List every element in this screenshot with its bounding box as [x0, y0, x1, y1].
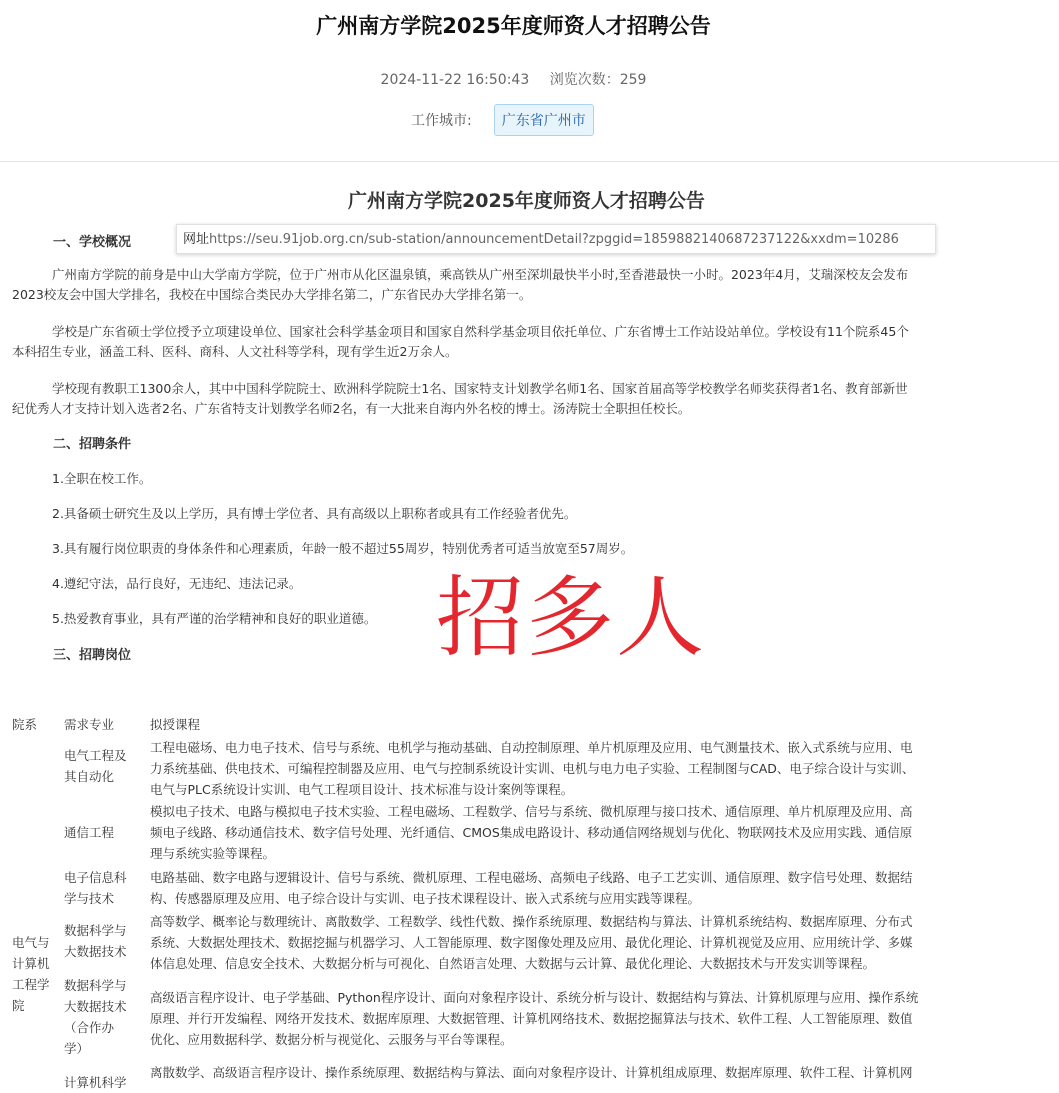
major-line: 学与技术 [64, 891, 115, 906]
table-row-major [64, 1072, 142, 1093]
condition-item: 1.全职在校工作。 [52, 471, 152, 486]
course-line: 体信息处理、信息安全技术、大数据分析与可视化、自然语言处理、大数据与云计算、最优化理论、大数据技术与开发实训等课程。 [150, 956, 876, 971]
work-city-tag[interactable]: 广东省广州市 [494, 104, 594, 136]
section-heading-conditions: 二、招聘条件 [53, 437, 132, 452]
condition-item: 5.热爱教育事业，具有严谨的治学精神和良好的职业道德。 [52, 611, 377, 626]
paragraph-history [12, 265, 1010, 305]
major-line: 大数据技术 [64, 999, 127, 1014]
header-divider [0, 161, 1059, 162]
major-line: 电子信息科 [64, 870, 127, 885]
table-row-major [64, 975, 142, 1059]
url-label: 网址 [183, 232, 210, 247]
table-row-major [64, 867, 142, 909]
major-line: 学） [64, 1041, 90, 1056]
table-row-courses [150, 911, 1007, 974]
condition-item: 3.具有履行岗位职责的身体条件和心理素质，年龄一般不超过55周岁，特别优秀者可适当放宽至57周岁。 [52, 541, 634, 556]
table-row-courses [150, 987, 1007, 1050]
meta-info [0, 69, 1027, 89]
paragraph-line: 广州南方学院的前身是中山大学南方学院，位于广州市从化区温泉镇，乘高铁从广州至深圳最快半小时,至香港最快一小时。2023年4月，艾瑞深校友会发布 [52, 267, 909, 282]
publish-datetime: 2024-11-22 16:50:43 [380, 72, 530, 88]
section-heading-positions: 三、招聘岗位 [53, 648, 132, 663]
course-line: 频电子线路、移动通信技术、数字信号处理、光纤通信、CMOS集成电路设计、移动通信网络规划与优化、物联网技术及应用实践、通信原 [150, 825, 913, 840]
table-row-major [64, 822, 142, 843]
major-line: 电气工程及 [64, 748, 127, 763]
condition-item: 2.具备硕士研究生及以上学历，具有博士学位者、具有高级以上职称者或具有工作经验者优先。 [52, 506, 577, 521]
page-title: 广州南方学院2025年度师资人才招聘公告 [316, 14, 711, 38]
header-department: 院系 [12, 717, 38, 732]
course-line: 系统、大数据处理技术、数据挖掘与机器学习、人工智能原理、数字图像处理及应用、最优化理论、计算机视觉及应用、应用统计学、多媒 [150, 935, 913, 950]
paragraph-faculty [12, 379, 1010, 419]
paragraph-line: 纪优秀人才支持计划入选者2名、广东省特支计划教学名师2名，有一大批来自海内外名校的博士。汤涛院士全职担任校长。 [12, 401, 691, 416]
course-line: 优化、应用数据科学、数据分析与视觉化、云服务与平台等课程。 [150, 1032, 513, 1047]
course-line: 电气与PLC系统设计实训、电气工程项目设计、技术标准与设计案例等课程。 [150, 782, 574, 797]
course-line: 高级语言程序设计、电子学基础、Python程序设计、面向对象程序设计、系统分析与设计、数据结构与算法、计算机原理与应用、操作系统 [150, 990, 919, 1005]
major-line: 数据科学与 [64, 923, 127, 938]
paragraph-line: 2023校友会中国大学排名，我校在中国综合类民办大学排名第二，广东省民办大学排名第一。 [12, 287, 532, 302]
paragraph-line: 本科招生专业，涵盖工科、医科、商科、人文社科等学科，现有学生近2万余人。 [12, 344, 458, 359]
view-count: 浏览次数：259 [549, 72, 647, 88]
article-title: 广州南方学院2025年度师资人才招聘公告 [348, 190, 705, 212]
department-line: 院 [12, 998, 25, 1013]
header-major: 需求专业 [64, 717, 115, 732]
department-cell [12, 932, 58, 1016]
course-line: 理与系统实验等课程。 [150, 846, 276, 861]
course-line: 高等数学、概率论与数理统计、离散数学、工程数学、线性代数、操作系统原理、数据结构与算法、计算机系统结构、数据库原理、分布式 [150, 914, 913, 929]
paragraph-line: 学校是广东省硕士学位授予立项建设单位、国家社会科学基金项目和国家自然科学基金项目依托单位、广东省博士工作站设站单位。学校设有11个院系45个 [52, 324, 909, 339]
work-city-row [411, 104, 594, 136]
table-row-courses [150, 801, 1007, 864]
major-line: 通信工程 [64, 825, 115, 840]
watermark-stamp: 招多人 [436, 566, 707, 669]
course-line: 电路基础、数字电路与逻辑设计、信号与系统、微机原理、工程电磁场、高频电子线路、电子工艺实训、通信原理、数字信号处理、数据结 [150, 870, 913, 885]
url-tooltip [176, 224, 936, 254]
header-courses: 拟授课程 [150, 717, 201, 732]
course-line: 离散数学、高级语言程序设计、操作系统原理、数据结构与算法、面向对象程序设计、计算机组成原理、数据库原理、软件工程、计算机网 [150, 1065, 913, 1080]
course-line: 构、传感器原理及应用、电子综合设计与实训、电子技术课程设计、嵌入式系统与应用实践等课程。 [150, 891, 701, 906]
course-line: 原理、并行开发编程、网络开发技术、数据库原理、大数据管理、计算机网络技术、数据挖掘算法与技术、软件工程、人工智能原理、数值 [150, 1011, 913, 1026]
course-line: 工程电磁场、电力电子技术、信号与系统、电机学与拖动基础、自动控制原理、单片机原理及应用、电气测量技术、嵌入式系统与应用、电 [150, 740, 913, 755]
work-city-label: 工作城市: [411, 113, 472, 129]
major-line: 大数据技术 [64, 944, 127, 959]
condition-item: 4.遵纪守法，品行良好，无违纪、违法记录。 [52, 576, 302, 591]
course-line: 力系统基础、供电技术、可编程控制器及应用、电气与控制系统设计实训、电机与电力电子实验、工程制图与CAD、电子综合设计与实训、 [150, 761, 915, 776]
department-line: 计算机 [12, 956, 50, 971]
department-line: 工程学 [12, 977, 50, 992]
major-line: 数据科学与 [64, 978, 127, 993]
course-line: 模拟电子技术、电路与模拟电子技术实验、工程电磁场、工程数学、信号与系统、微机原理与接口技术、通信原理、单片机原理及应用、高 [150, 804, 913, 819]
table-row-major [64, 920, 142, 962]
table-row-courses [150, 737, 1007, 800]
url-text[interactable]: https://seu.91job.org.cn/sub-station/announcementDetail?zpggid=1859882140687237122&xxdm=10286 [209, 232, 899, 247]
table-row-major [64, 745, 142, 787]
paragraph-line: 学校现有教职工1300余人，其中中国科学院院士、欧洲科学院院士1名、国家特支计划教学名师1名、国家首届高等学校教学名师奖获得者1名、教育部新世 [52, 381, 908, 396]
department-line: 电气与 [12, 935, 50, 950]
table-row-courses [150, 867, 1007, 909]
section-heading-overview: 一、学校概况 [53, 235, 132, 250]
major-line: （合作办 [64, 1020, 115, 1035]
major-line: 计算机科学 [64, 1075, 127, 1090]
paragraph-status [12, 322, 1010, 362]
major-line: 其自动化 [64, 769, 115, 784]
